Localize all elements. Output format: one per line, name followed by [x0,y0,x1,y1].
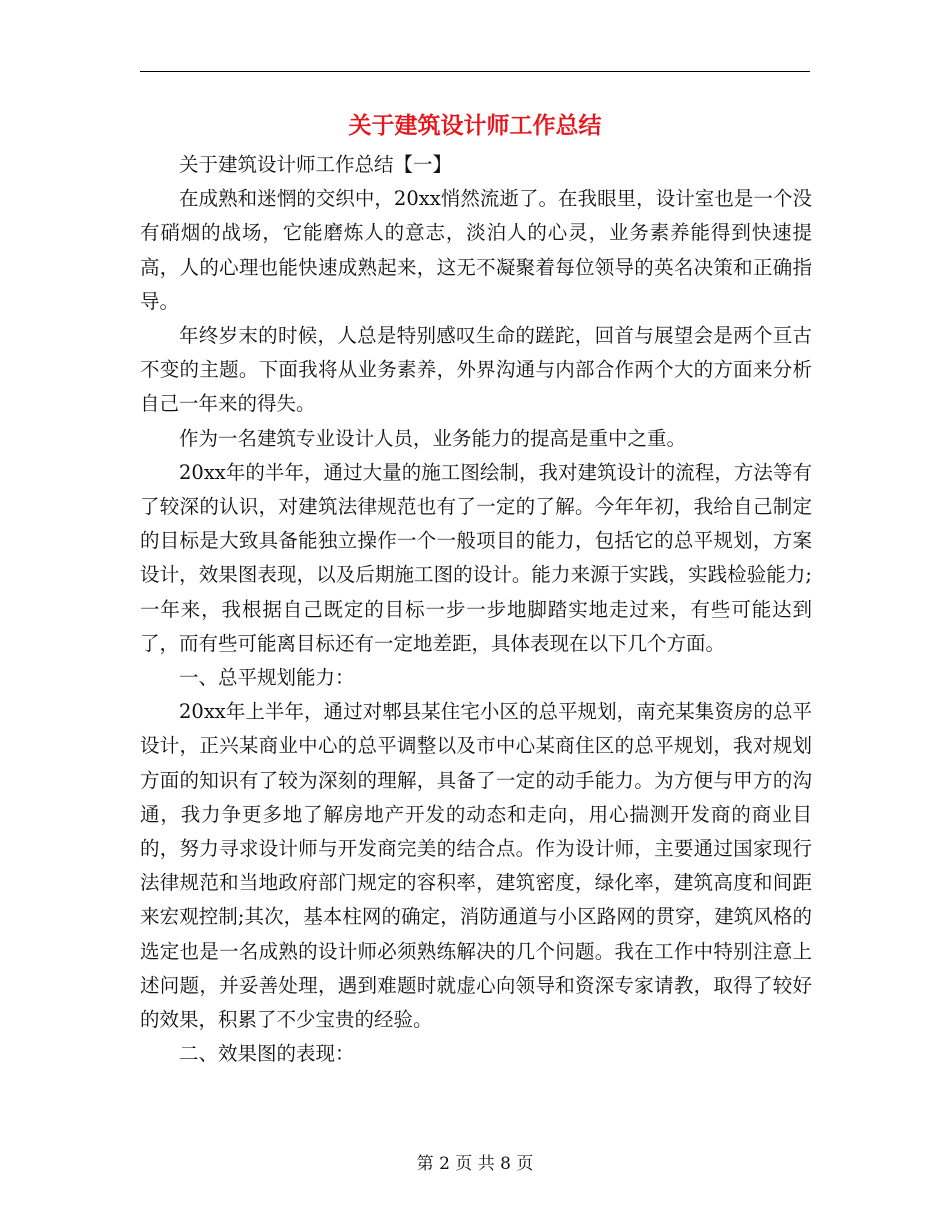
paragraph: 20xx年的半年，通过大量的施工图绘制，我对建筑设计的流程，方法等有了较深的认识，对建筑法律规范也有了一定的了解。今年年初，我给自己制定的目标是大致具备能独立操作一个一般项目的能力，包括它的总平规划，方案设计，效果图表现，以及后期施工图的设计。能力来源于实践，实践检验能力;一年来，我根据自己既定的目标一步一步地脚踏实地走过来，有些可能达到了，而有些可能离目标还有一定地差距，具体表现在以下几个方面。 [140,460,812,655]
document-body [140,148,812,1071]
document-title: 关于建筑设计师工作总结 [348,112,602,139]
paragraph: 20xx年上半年，通过对郫县某住宅小区的总平规划，南充某集资房的总平设计，正兴某商业中心的总平调整以及市中心某商住区的总平规划，我对规划方面的知识有了较为深刻的理解，具备了一定的动手能力。为方便与甲方的沟通，我力争更多地了解房地产开发的动态和走向，用心揣测开发商的商业目的，努力寻求设计师与开发商完美的结合点。作为设计师，主要通过国家现行法律规范和当地政府部门规定的容积率，建筑密度，绿化率，建筑高度和间距来宏观控制;其次，基本柱网的确定，消防通道与小区路网的贯穿，建筑风格的选定也是一名成熟的设计师必须熟练解决的几个问题。我在工作中特别注意上述问题，并妥善处理，遇到难题时就虚心向领导和资深专家请教，取得了较好的效果，积累了不少宝贵的经验。 [140,700,812,1032]
subheading: 一、总平规划能力： [179,666,355,690]
subheading: 二、效果图的表现： [179,1042,355,1066]
paragraph: 作为一名建筑专业设计人员，业务能力的提高是重中之重。 [179,426,687,450]
paragraph: 在成熟和迷惘的交织中，20xx悄然流逝了。在我眼里，设计室也是一个没有硝烟的战场，它能磨炼人的意志，淡泊人的心灵，业务素养能得到快速提高，人的心理也能快速成熟起来，这无不凝聚着每位领导的英名决策和正确指导。 [140,187,812,313]
page-number-footer: 第 2 页 共 8 页 [416,1154,534,1174]
header-rule [140,71,810,72]
section-heading: 关于建筑设计师工作总结【一】 [179,153,453,176]
paragraph: 年终岁末的时候，人总是特别感叹生命的蹉跎，回首与展望会是两个亘古不变的主题。下面我将从业务素养，外界沟通与内部合作两个大的方面来分析自己一年来的得失。 [140,324,812,416]
